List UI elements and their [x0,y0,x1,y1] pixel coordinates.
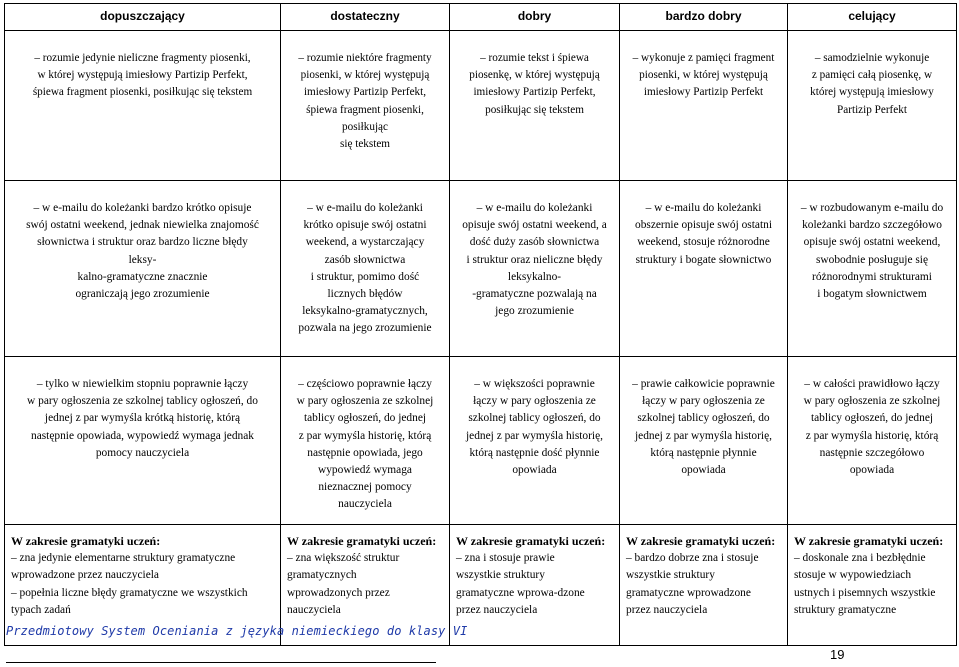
criteria-cell [620,181,788,357]
criteria-cell [281,357,450,525]
criteria-text-line: – częściowo poprawnie łączy [298,378,432,390]
criteria-text-line: kalno-gramatyczne znacznie [77,270,208,283]
criteria-text-line: pozwala na jego zrozumienie [298,322,432,335]
criteria-text-line: piosenki, w której występują [300,69,430,82]
criteria-text-line: w pary ogłoszenia ze szkolnej tablicy ogłoszeń, do [27,395,258,408]
criteria-text-line: gramatycznych [287,569,357,582]
grammar-label: W zakresie gramatyki uczeń: [626,534,776,548]
criteria-text-line: którą następnie płynnie [650,446,757,459]
criteria-text-line: weekend, a wystarczający [305,236,425,249]
criteria-text-line: dość duży zasób słownictwa [469,236,600,249]
criteria-text-line: przez nauczyciela [626,603,708,616]
criteria-text-line: i bogatym słownictwem [817,288,927,301]
grammar-cell [788,525,957,646]
criteria-text-line: – w e-mailu do koleżanki [645,202,762,214]
criteria-text-line: opisuje swój ostatni weekend, [803,236,941,249]
criteria-text-line: jednej z par wymyśla historię, [635,429,772,442]
criteria-text-line: następnie opowiada, wypowiedź wymaga jednak [31,429,254,442]
header-grade-dopuszczajacy: dopuszczający [5,4,281,31]
criteria-text-line: gramatyczne wprowadzone [626,586,751,599]
criteria-text-line: nauczyciela [287,603,341,616]
criteria-text-line: posiłkując [342,120,388,133]
criteria-text-line: stosuje w wypowiedziach [794,569,912,582]
criteria-text-line: – doskonale zna i bezbłędnie [794,552,926,565]
criteria-cell [620,31,788,181]
grammar-label: W zakresie gramatyki uczeń: [11,534,161,548]
criteria-cell [788,31,957,181]
criteria-text-line: jednej z par wymyśla historię, [466,429,603,442]
criteria-text-line: – zna większość struktur [287,552,400,565]
criteria-text-line: – samodzielnie wykonuje [814,52,930,64]
header-grade-dobry: dobry [450,4,620,31]
header-grade-celujacy: celujący [788,4,957,31]
grading-criteria-table [4,3,957,646]
criteria-text-line: – rozumie niektóre fragmenty [298,52,432,64]
criteria-text-line: wprowadzone przez nauczyciela [11,569,159,582]
criteria-cell [281,31,450,181]
grammar-label: W zakresie gramatyki uczeń: [456,534,606,548]
criteria-cell [450,357,620,525]
header-grade-dostateczny: dostateczny [281,4,450,31]
criteria-text-line: imiesłowy Partizip Perfekt [643,86,764,99]
criteria-text-line: – w rozbudowanym e-mailu do [800,202,944,214]
criteria-text-line: gramatyczne wprowa-dzone [456,586,585,599]
criteria-text-line: piosenkę, w której występują [469,69,600,82]
criteria-text-line: łączy w pary ogłoszenia ze [473,395,596,408]
criteria-text-line: obszernie opisuje swój ostatni [635,219,772,232]
criteria-text-line: z par wymyśla historię, którą [805,429,939,442]
criteria-text-line: imiesłowy Partizip Perfekt, [473,86,596,99]
criteria-text-line: której występują imiesłowy [810,86,934,99]
criteria-text-line: swobodnie posługuje się [816,253,928,266]
criteria-text-line: ograniczają jego zrozumienie [75,288,210,301]
criteria-text-line: w pary ogłoszenia ze szkolnej [803,395,941,408]
grammar-cell [620,525,788,646]
criteria-text-line: opowiada [681,464,726,477]
criteria-text-line: którą następnie dość płynnie [469,446,600,459]
criteria-text-line: opowiada [849,464,895,477]
criteria-text-line: weekend, stosuje różnorodne [637,236,770,249]
header-grade-bardzo-dobry: bardzo dobry [620,4,788,31]
criteria-text-line: następnie opowiada, jego [307,446,423,459]
criteria-text-line: śpiewa fragment piosenki, posiłkując się tekstem [32,86,253,99]
criteria-text-line: piosenki, w której występują [639,69,768,82]
criteria-text-line: – rozumie tekst i śpiewa [480,52,589,64]
criteria-text-line: swój ostatni weekend, jednak niewielka znajomość [26,219,259,232]
criteria-text-line: ustnych i pisemnych wszystkie [794,586,936,599]
criteria-text-line: struktury i bogate słownictwo [635,253,772,266]
criteria-text-line: posiłkując się tekstem [485,103,584,116]
criteria-text-line: w pary ogłoszenia ze szkolnej [296,395,434,408]
criteria-cell [450,31,620,181]
criteria-text-line: tablicy ogłoszeń, do jednej [303,412,427,425]
criteria-text-line: – zna jedynie elementarne struktury gramatyczne [11,552,236,565]
criteria-text-line: z pamięci całą piosenkę, w [811,69,933,82]
criteria-text-line: z par wymyśla historię, którą [298,429,432,442]
criteria-cell [620,357,788,525]
criteria-row-email [5,181,957,357]
criteria-text-line: tablicy ogłoszeń, do jednej [810,412,934,425]
criteria-text-line: leksykalno-gramatycznych, [302,305,428,318]
page-number: 19 [830,647,845,662]
criteria-text-line: – zna i stosuje prawie [456,552,555,565]
criteria-text-line: i struktur oraz nieliczne błędy [466,253,603,266]
criteria-text-line: nauczyciela [338,498,392,511]
grammar-cell [450,525,620,646]
criteria-text-line: -gramatyczne pozwalają na [472,288,597,301]
grammar-label: W zakresie gramatyki uczeń: [287,534,437,548]
criteria-text-line: następnie szczegółowo [819,446,925,459]
criteria-text-line: słownictwa i struktur oraz bardzo liczne błędy [37,236,248,249]
criteria-text-line: przez nauczyciela [456,603,538,616]
criteria-text-line: w której występują imiesłowy Partizip Perfekt, [37,69,248,82]
criteria-text-line: opowiada [512,464,557,477]
criteria-text-line: jego zrozumienie [495,305,574,318]
criteria-text-line: szkolnej tablicy ogłoszeń, do [468,412,601,425]
criteria-text-line: Partizip Perfekt [837,103,907,116]
criteria-text-line: – w e-mailu do koleżanki [307,202,423,214]
criteria-row-announcements [5,357,957,525]
criteria-text-line: – w większości poprawnie [474,378,595,390]
criteria-text-line: – tylko w niewielkim stopniu poprawnie łączy [36,378,249,390]
criteria-text-line: leksy- [128,253,157,266]
criteria-text-line: imiesłowy Partizip Perfekt, [303,86,427,99]
criteria-text-line: wszystkie struktury [626,569,715,582]
criteria-text-line: – prawie całkowicie poprawnie [632,378,775,390]
criteria-text-line: zasób słownictwa [324,253,406,266]
header-row [5,4,957,31]
criteria-text-line: – bardzo dobrze zna i stosuje [626,552,759,565]
criteria-text-line: śpiewa fragment piosenki, [306,103,424,116]
criteria-text-line: – popełnia liczne błędy gramatyczne we wszystkich [11,586,248,599]
criteria-text-line: różnorodnymi strukturami [812,270,932,283]
criteria-text-line: struktury gramatyczne [794,603,897,616]
criteria-text-line: – wykonuje z pamięci fragment [632,52,775,64]
criteria-text-line: szkolnej tablicy ogłoszeń, do [637,412,770,425]
criteria-text-line: koleżanki bardzo szczegółowo [802,219,942,232]
criteria-text-line: nieznacznej pomocy [318,481,412,494]
criteria-text-line: licznych błędów [327,288,403,301]
criteria-text-line: wypowiedź wymaga [318,464,412,477]
criteria-row-song [5,31,957,181]
criteria-text-line: – rozumie jedynie nieliczne fragmenty piosenki, [34,52,251,64]
criteria-text-line: łączy w pary ogłoszenia ze [642,395,765,408]
criteria-text-line: leksykalno- [507,270,562,283]
criteria-cell [5,31,281,181]
criteria-text-line: – w całości prawidłowo łączy [804,378,940,390]
criteria-text-line: wprowadzonych przez [287,586,390,599]
criteria-cell [788,357,957,525]
criteria-text-line: i struktur, pomimo dość [310,270,420,283]
criteria-text-line: opisuje swój ostatni weekend, a [462,219,607,232]
document-footer-title: Przedmiotowy System Oceniania z języka niemieckiego do klasy VI [6,624,468,638]
criteria-cell [5,357,281,525]
grammar-label: W zakresie gramatyki uczeń: [794,534,944,548]
criteria-cell [281,181,450,357]
criteria-text-line: jednej z par wymyśla krótką historię, którą [44,412,241,425]
criteria-text-line: – w e-mailu do koleżanki bardzo krótko opisuje [33,202,252,214]
criteria-text-line: się tekstem [339,138,391,151]
criteria-text-line: krótko opisuje swój ostatni [303,219,427,232]
criteria-text-line: pomocy nauczyciela [95,446,190,459]
criteria-cell [788,181,957,357]
criteria-text-line: wszystkie struktury [456,569,545,582]
footer-divider [6,662,436,663]
criteria-cell [450,181,620,357]
criteria-text-line: – w e-mailu do koleżanki [476,202,593,214]
criteria-text-line: typach zadań [11,603,71,616]
criteria-cell [5,181,281,357]
